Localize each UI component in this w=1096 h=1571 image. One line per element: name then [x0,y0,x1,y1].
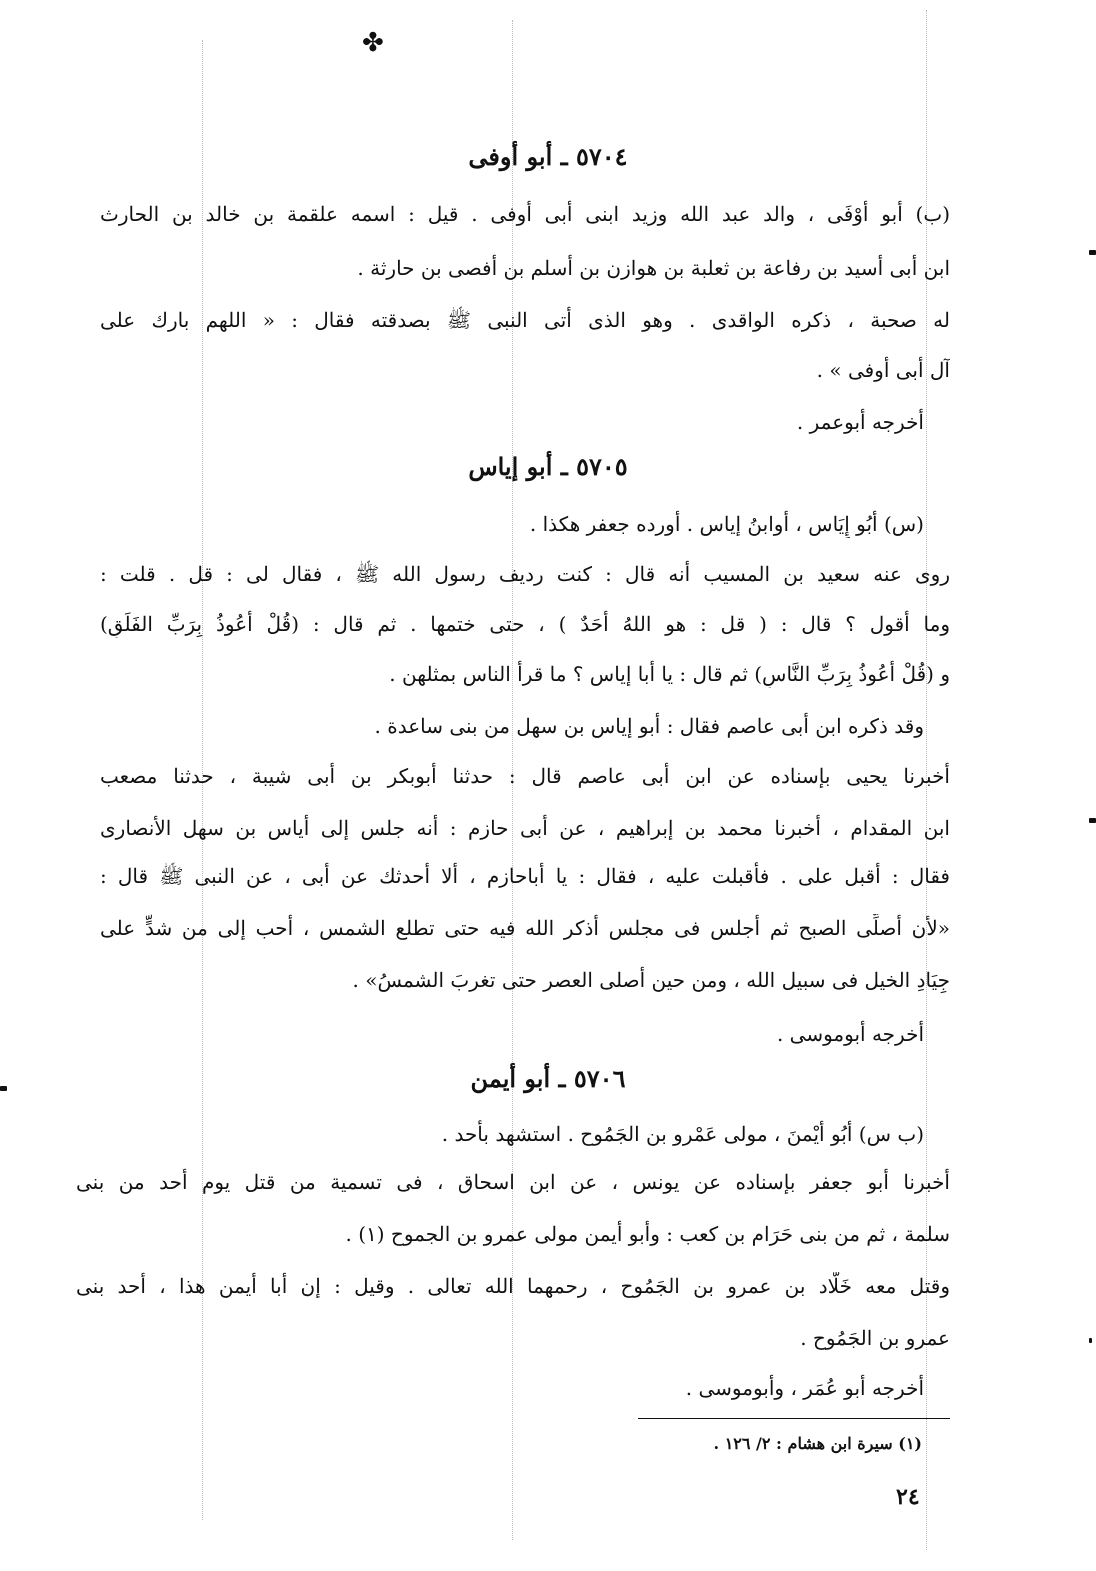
text-line: فقال : أقبل على . فأقبلت عليه ، فقال : يا أباحازم ، ألا أحدثك عن أبى ، عن النبى ﷺ قال : [100,864,950,888]
text-line: عمرو بن الجَمُوح . [800,1326,950,1350]
text-line: أخبرنا يحيى بإسناده عن ابن أبى عاصم قال : حدثنا أبوبكر بن أبى شيبة ، حدثنا مصعب [100,764,950,788]
text-line: أخرجه أبوعمر . [796,410,924,434]
text-line: وقتل معه خَلَّاد بن عمرو بن الجَمُوح ، رحمهما الله تعالى . وقيل : إن أبا أيمن هذا ، أحد بنى [76,1274,950,1298]
text-line: روى عنه سعيد بن المسيب أنه قال : كنت رديف رسول الله ﷺ ، فقال لى : قل . قلت : [100,562,950,586]
text-line: سلمة ، ثم من بنى حَرَام بن كعب : وأبو أيمن مولى عمرو بن الجموح (١) . [345,1222,950,1246]
entry-heading: ٥٧٠٥ ـ أبو إياس [468,452,628,481]
text-line: وقد ذكره ابن أبى عاصم فقال : أبو إياس بن سهل من بنى ساعدة . [374,714,924,738]
footnote-divider [638,1418,950,1419]
text-line: له صحبة ، ذكره الواقدى . وهو الذى أتى النبى ﷺ بصدقته فقال : « اللهم بارك على [100,308,950,332]
text-line: ابن المقدام ، أخبرنا محمد بن إبراهيم ، عن أبى حازم : أنه جلس إلى أياس بن سهل الأنصارى [100,816,950,840]
text-line: أخرجه أبو عُمَر ، وأبوموسى . [685,1376,924,1400]
ornament: ✤ [362,28,384,58]
text-line: ابن أبى أسيد بن رفاعة بن ثعلبة بن هوازن بن أسلم بن أفصى بن حارثة . [357,256,950,280]
text-line: (ب) أَبو أَوْفَى ، والد عبد الله وزيد ابنى أبى أوفى . قيل : اسمه علقمة بن خالد بن الحارث [100,202,950,226]
edge-mark [1089,250,1096,255]
text-line: آل أبى أوفى » . [816,358,950,382]
page-number: ٢٤ [896,1484,920,1510]
text-line: «لأن أصلِّى الصبح ثم أجلس فى مجلس أذكر الله فيه حتى تطلع الشمس ، أحب إلى من شدٍّ على [100,916,950,940]
text-line: (ب س) أَبُو أَيْمنَ ، مولى عَمْرو بن الجَمُوح . استشهد بأُحد . [441,1122,924,1146]
text-line: أخبرنا أبو جعفر بإسناده عن يونس ، عن ابن اسحاق ، فى تسمية من قتل يوم أُحد من بنى [76,1170,950,1194]
text-line: جِيَادِ الخيل فى سبيل الله ، ومن حين أصلى العصر حتى تغربَ الشمسُ» . [352,968,950,992]
text-line: أخرجه أبوموسى . [776,1022,924,1046]
entry-heading: ٥٧٠٦ ـ أبو أيمن [470,1064,626,1093]
entry-heading: ٥٧٠٤ ـ أبو أوفى [468,142,628,171]
edge-mark [1089,818,1096,823]
text-line: (س) أَبُو إِيَاس ، أَوابنُ إياس . أورده جعفر هكذا . [529,512,924,536]
text-line: و (قُلْ أَعُوذُ بِرَبِّ النَّاسِ) ثم قال : يا أبا إياس ؟ ما قرأ الناس بمثلهن . [389,662,950,686]
edge-mark [1089,1338,1092,1343]
text-line: وما أقول ؟ قال : ( قل : هو اللهُ أَحَدٌ ) ، حتى ختمها . ثم قال : (قُلْ أَعُوذُ بِرَبِّ الفَلَقِ) [100,612,950,636]
footnote: (١) سيرة ابن هشام : ٢/ ١٢٦ . [713,1434,922,1453]
